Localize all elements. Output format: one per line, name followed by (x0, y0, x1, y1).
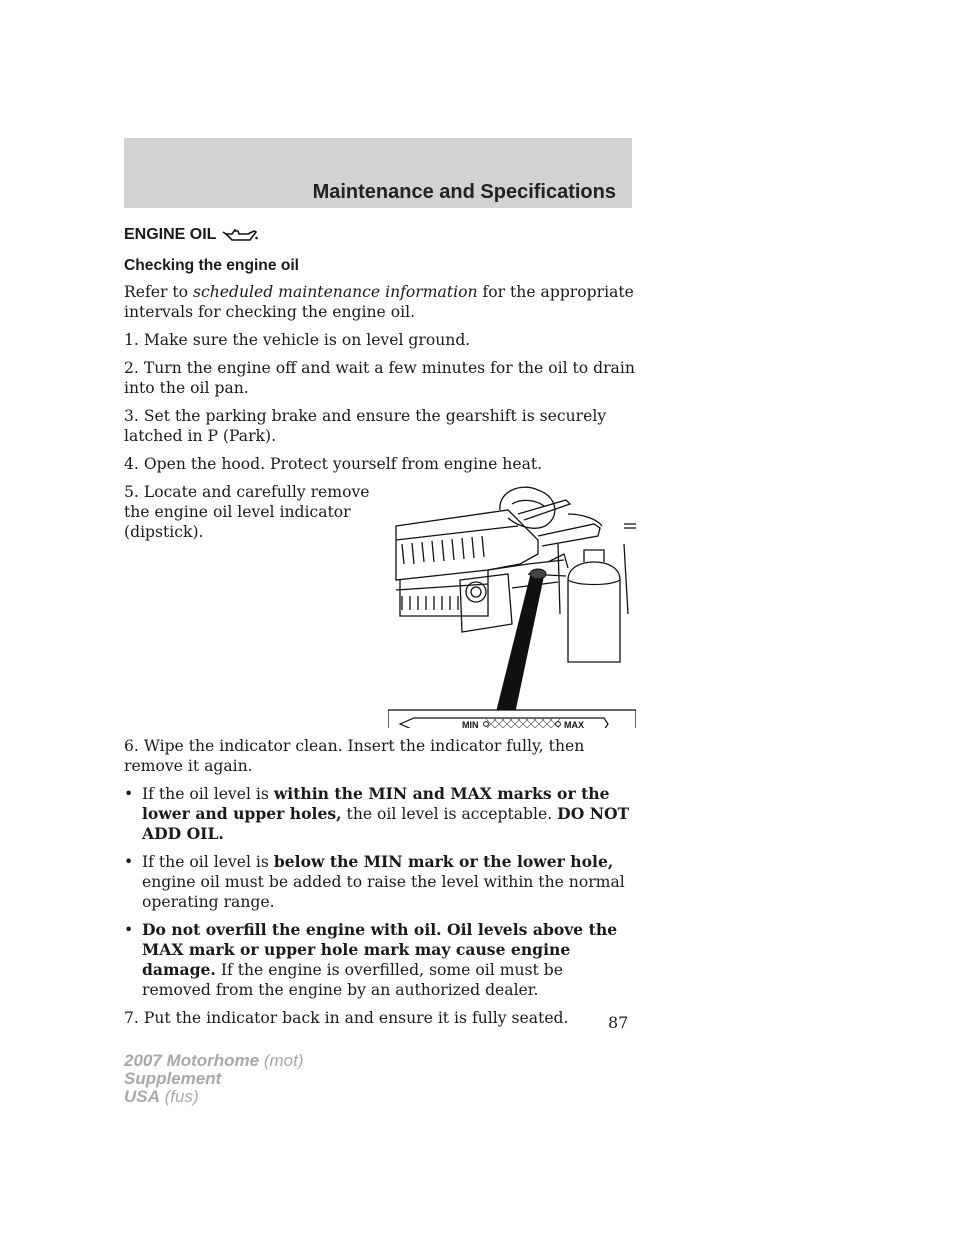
step-1: 1. Make sure the vehicle is on level ground. (124, 331, 471, 349)
step-5-block (124, 482, 636, 726)
bullet-overfill-warning: • Do not overfill the engine with oil. Oil levels above the MAX mark or upper hole mark may cause engine damage. If the engine is overfilled, some oil must be removed from the engine by an authorized dealer. (124, 920, 618, 999)
bullet-symbol: • (124, 921, 134, 939)
step-4: 4. Open the hood. Protect yourself from engine heat. (124, 455, 543, 473)
bullet-symbol: • (124, 785, 134, 803)
footer-line-1: 2007 Motorhome (mot) (124, 1051, 304, 1070)
step-7: 7. Put the indicator back in and ensure it is fully seated. (124, 1009, 569, 1027)
footer-line-2: Supplement (124, 1069, 222, 1088)
bullet-add-oil: • If the oil level is below the MIN mark or the lower hole, engine oil must be added to raise the level within the normal operating range. (124, 852, 625, 911)
footer-line-3: USA (fus) (124, 1087, 199, 1106)
footer (124, 1052, 303, 1106)
step-5: 5. Locate and carefully remove the engine oil level indicator (dipstick). (124, 483, 370, 541)
bullet-acceptable: • If the oil level is within the MIN and MAX marks or the lower and upper holes, the oil level is acceptable. DO NOT ADD OIL. (124, 784, 630, 843)
intro-link-text: scheduled maintenance information (193, 283, 478, 301)
step-2: 2. Turn the engine off and wait a few minutes for the oil to drain into the oil pan. (124, 359, 635, 397)
section-heading (124, 224, 636, 246)
page-title: Maintenance and Specifications (312, 181, 616, 203)
section-title: ENGINE OIL (124, 226, 217, 243)
max-label: MAX (564, 720, 584, 728)
page-number: 87 (608, 1013, 629, 1032)
min-label: MIN (462, 720, 479, 728)
main-content (124, 224, 636, 1036)
oil-can-icon (222, 226, 258, 244)
step-3: 3. Set the parking brake and ensure the gearshift is securely latched in P (Park). (124, 407, 607, 445)
intro-paragraph: Refer to scheduled maintenance information for the appropriate intervals for checking the engine oil. (124, 283, 634, 321)
dipstick-illustration (388, 484, 636, 728)
sub-heading: Checking the engine oil (124, 257, 300, 274)
bullet-symbol: • (124, 853, 134, 871)
step-6: 6. Wipe the indicator clean. Insert the indicator fully, then remove it again. (124, 737, 585, 775)
header-band (124, 138, 632, 208)
